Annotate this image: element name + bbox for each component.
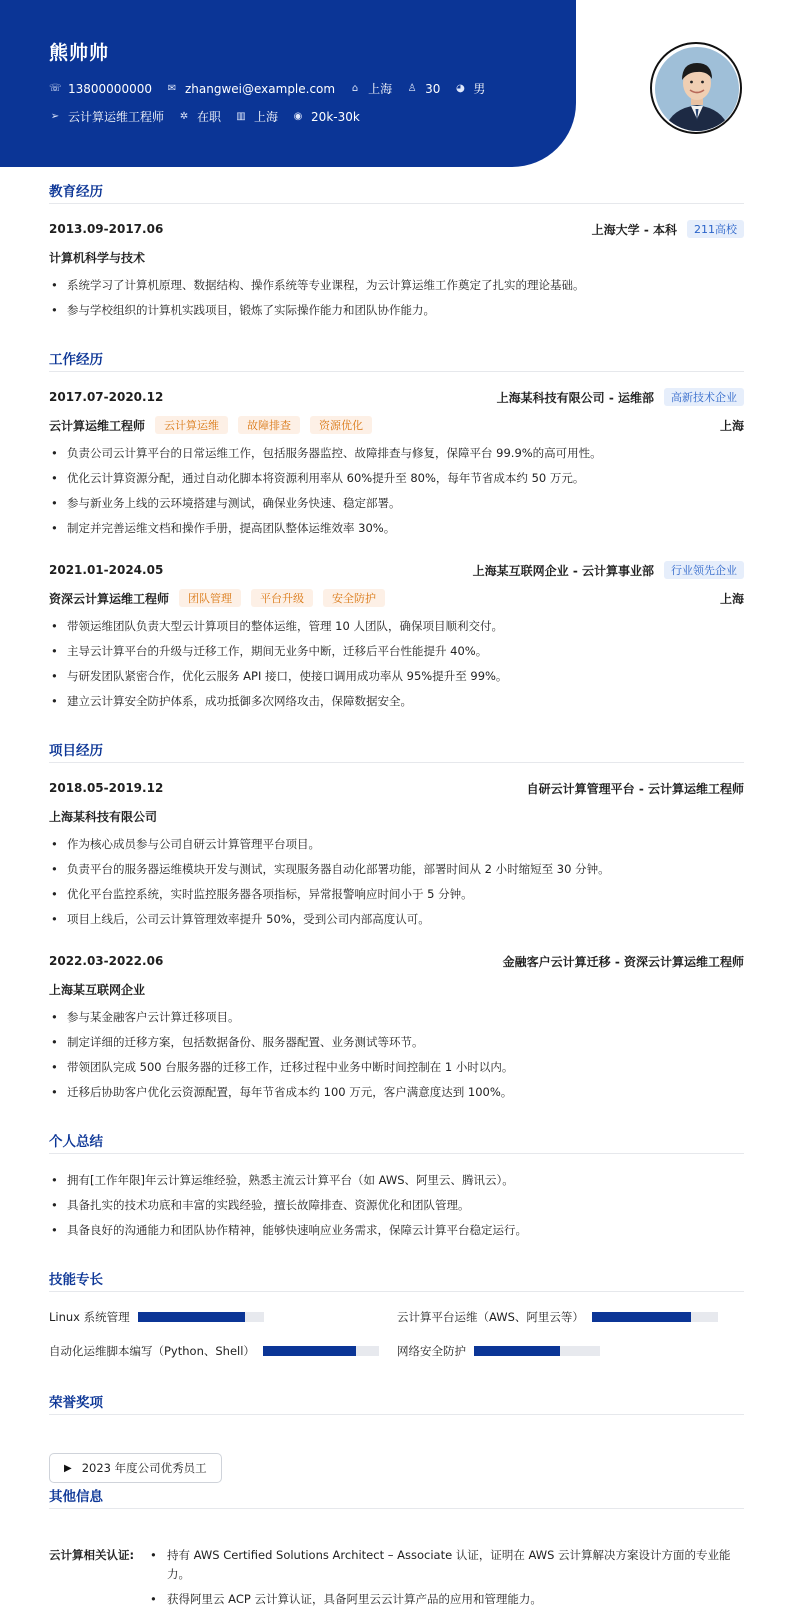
project-company-row	[49, 980, 744, 998]
candidate-name: 熊帅帅	[49, 42, 110, 64]
work-company: 上海某互联网企业 - 云计算事业部	[472, 563, 654, 578]
phone-value: 13800000000	[68, 81, 152, 96]
education-school-group	[592, 220, 744, 238]
work-location: 上海	[719, 591, 744, 606]
work-company-group	[473, 561, 744, 579]
skill-bar	[263, 1346, 379, 1356]
project-header-row	[49, 952, 744, 970]
skill-name: 自动化运维脚本编写（Python、Shell）	[49, 1344, 255, 1358]
work-company: 上海某科技有限公司 - 运维部	[496, 390, 654, 405]
work-role: 云计算运维工程师	[49, 418, 146, 433]
other-label: 云计算相关认证:	[49, 1548, 135, 1562]
status-value: 在职	[197, 110, 222, 124]
position-info	[49, 108, 164, 125]
work-header-row	[49, 561, 744, 579]
list-item: • 系统学习了计算机原理、数据结构、操作系统等专业课程，为云计算运维工作奠定了扎实的理论基础。	[49, 276, 744, 294]
list-item: • 参与新业务上线的云环境搭建与测试，确保业务快速、稳定部署。	[49, 494, 744, 512]
list-item: • 带领运维团队负责大型云计算项目的整体运维，管理 10 人团队，确保项目顺利交付。	[49, 617, 744, 635]
list-item: • 制定详细的迁移方案，包括数据备份、服务器配置、业务测试等环节。	[49, 1033, 744, 1051]
skill-bar-fill	[138, 1312, 245, 1322]
job-intent-row	[49, 108, 374, 125]
education-section-title: 教育经历	[49, 184, 103, 200]
projects-section-title: 项目经历	[49, 743, 103, 759]
gender-value: 男	[473, 82, 486, 96]
work-period: 2021.01-2024.05	[49, 563, 164, 577]
education-tag: 211高校	[687, 220, 744, 238]
skill-tag: 团队管理	[179, 589, 241, 607]
age-value: 30	[425, 81, 441, 96]
skill-name: 网络安全防护	[397, 1344, 466, 1358]
send-icon: ➢	[50, 111, 60, 122]
list-item: • 优化平台监控系统，实时监控服务器各项指标，异常报警响应时间小于 5 分钟。	[49, 885, 744, 903]
work-header-row	[49, 388, 744, 406]
list-item: • 建立云计算安全防护体系，成功抵御多次网络攻击，保障数据安全。	[49, 692, 744, 710]
mail-icon: ✉	[167, 83, 177, 94]
skill-bar	[138, 1312, 264, 1322]
gender-icon: ◕	[456, 83, 465, 94]
list-item: • 带领团队完成 500 台服务器的迁移工作，迁移过程中业务中断时间控制在 1 小时以内。	[49, 1058, 744, 1076]
summary-section-title: 个人总结	[49, 1134, 103, 1150]
salary-icon: ◉	[293, 111, 303, 122]
education-major-row	[49, 248, 744, 266]
work-city-info	[235, 108, 278, 125]
skill-item	[49, 1342, 379, 1360]
work-role: 资深云计算运维工程师	[49, 591, 170, 606]
section-divider	[49, 1414, 744, 1415]
list-item: • 主导云计算平台的升级与迁移工作，期间无业务中断，迁移后平台性能提升 40%。	[49, 642, 744, 660]
skill-tag: 安全防护	[323, 589, 385, 607]
gender-info	[454, 80, 485, 97]
education-school: 上海大学 - 本科	[591, 222, 677, 237]
work-role-row	[49, 416, 744, 434]
list-item: • 具备良好的沟通能力和团队协作精神，能够快速响应业务需求，保障云计算平台稳定运行。	[49, 1221, 744, 1239]
home-icon: ⌂	[351, 83, 359, 94]
skill-item	[49, 1308, 264, 1326]
project-company-row	[49, 807, 744, 825]
status-icon: ✲	[179, 111, 189, 122]
education-period: 2013.09-2017.06	[49, 222, 164, 236]
list-item: • 参与学校组织的计算机实践项目，锻炼了实际操作能力和团队协作能力。	[49, 301, 744, 319]
skill-tag: 云计算运维	[155, 416, 228, 434]
avatar-photo	[655, 47, 739, 131]
work-company-tag: 行业领先企业	[664, 561, 744, 579]
project-period: 2018.05-2019.12	[49, 781, 164, 795]
list-item: • 负责平台的服务器运维模块开发与测试，实现服务器自动化部署功能，部署时间从 2 小时缩短至 30 分钟。	[49, 860, 744, 878]
project-name: 金融客户云计算迁移 - 资深云计算运维工程师	[502, 954, 744, 969]
work-company-group	[497, 388, 744, 406]
work-company-tag: 高新技术企业	[664, 388, 744, 406]
work-section-title: 工作经历	[49, 352, 103, 368]
skill-bar	[474, 1346, 600, 1356]
skill-tag: 资源优化	[310, 416, 372, 434]
skill-bar-fill	[592, 1312, 692, 1322]
email-info[interactable]	[166, 82, 335, 96]
building-icon: ▥	[236, 111, 246, 122]
city-info	[349, 80, 392, 97]
skill-name: 云计算平台运维（AWS、阿里云等）	[397, 1310, 584, 1324]
skill-tag: 故障排查	[238, 416, 300, 434]
section-divider	[49, 203, 744, 204]
project-name: 自研云计算管理平台 - 云计算运维工程师	[526, 781, 744, 796]
list-item: • 负责公司云计算平台的日常运维工作，包括服务器监控、故障排查与修复，保障平台 99.9%的高可用性。	[49, 444, 744, 462]
work-city-value: 上海	[254, 110, 279, 124]
section-divider	[49, 1291, 744, 1292]
section-divider	[49, 1153, 744, 1154]
list-item: • 作为核心成员参与公司自研云计算管理平台项目。	[49, 835, 744, 853]
award-item[interactable]	[49, 1453, 222, 1483]
awards-section-title: 荣誉奖项	[49, 1395, 103, 1411]
other-section-title: 其他信息	[49, 1489, 103, 1505]
salary-value: 20k-30k	[311, 109, 360, 124]
section-divider	[49, 371, 744, 372]
city-value: 上海	[368, 82, 393, 96]
list-item: • 参与某金融客户云计算迁移项目。	[49, 1008, 744, 1026]
work-location: 上海	[719, 418, 744, 433]
work-period: 2017.07-2020.12	[49, 390, 164, 404]
skill-item	[397, 1342, 600, 1360]
section-divider	[49, 762, 744, 763]
list-item: • 制定并完善运维文档和操作手册，提高团队整体运维效率 30%。	[49, 519, 744, 537]
avatar	[650, 42, 742, 134]
list-item: • 迁移后协助客户优化云资源配置，每年节省成本约 100 万元，客户满意度达到 100%。	[49, 1083, 744, 1101]
education-header-row	[49, 220, 744, 238]
skill-item	[397, 1308, 718, 1326]
position-value: 云计算运维工程师	[68, 110, 165, 124]
age-info	[406, 82, 440, 96]
work-role-group	[49, 416, 372, 434]
section-divider	[49, 1508, 744, 1509]
status-info	[178, 108, 221, 125]
list-item: • 具备扎实的技术功底和丰富的实践经验，擅长故障排查、资源优化和团队管理。	[49, 1196, 744, 1214]
education-major: 计算机科学与技术	[49, 250, 146, 265]
list-item: • 项目上线后，公司云计算管理效率提升 50%，受到公司内部高度认可。	[49, 910, 744, 928]
skill-bar	[592, 1312, 718, 1322]
contact-row	[49, 80, 499, 97]
list-item: • 持有 AWS Certified Solutions Architect – Associate 认证，证明在 AWS 云计算解决方案设计方面的专业能力。	[148, 1546, 743, 1584]
phone-info	[49, 82, 152, 96]
skill-bar-fill	[474, 1346, 560, 1356]
email-value: zhangwei@example.com	[184, 81, 336, 96]
skills-section-title: 技能专长	[49, 1272, 103, 1288]
list-item: • 与研发团队紧密合作，优化云服务 API 接口，使接口调用成功率从 95%提升至 99%。	[49, 667, 744, 685]
award-name: 2023 年度公司优秀员工	[81, 1461, 207, 1475]
work-role-row	[49, 589, 744, 607]
salary-info	[292, 110, 360, 124]
skill-tag: 平台升级	[251, 589, 313, 607]
list-item: • 拥有[工作年限]年云计算运维经验，熟悉主流云计算平台（如 AWS、阿里云、腾讯云）。	[49, 1171, 744, 1189]
project-period: 2022.03-2022.06	[49, 954, 164, 968]
list-item: • 获得阿里云 ACP 云计算认证，具备阿里云云计算产品的应用和管理能力。	[148, 1590, 743, 1609]
project-company: 上海某科技有限公司	[49, 809, 158, 824]
work-role-group	[49, 589, 385, 607]
phone-icon: ☏	[49, 83, 62, 94]
project-header-row	[49, 779, 744, 797]
list-item: • 优化云计算资源分配，通过自动化脚本将资源利用率从 60%提升至 80%，每年节省成本约 50 万元。	[49, 469, 744, 487]
skill-name: Linux 系统管理	[49, 1310, 130, 1324]
project-company: 上海某互联网企业	[49, 982, 146, 997]
age-icon: ♙	[407, 83, 417, 94]
skill-bar-fill	[263, 1346, 356, 1356]
triangle-right-icon: ▶	[64, 1462, 72, 1474]
